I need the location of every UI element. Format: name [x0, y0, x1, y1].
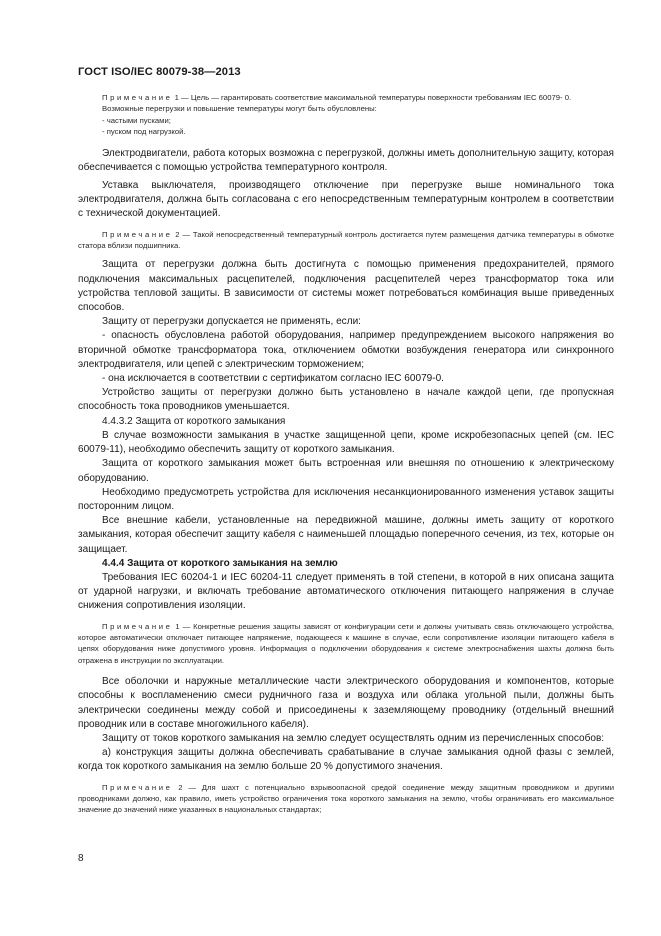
list-item: а) конструкция защиты должна обеспечивать срабатывание в случае замыкания одной фазы с землей, когда ток короткого замыкания на землю больше 20 % допустимого значения.: [78, 747, 614, 773]
list-item: - она исключается в соответствии с сертификатом согласно IEC 60079-0.: [102, 373, 444, 385]
note-3: [78, 621, 614, 667]
list-item: - опасность обусловлена работой оборудования, например предупреждением высокого напряжения во вторичной обмотке трансформатора тока, отключением обмотки возбуждения генератора или синхронного электродвигателя, или цепей с электрическим торможением;: [78, 330, 614, 370]
page-number: 8: [78, 853, 84, 864]
paragraph: Защита от короткого замыкания может быть встроенная или внешняя по отношению к электрическому оборудованию.: [78, 458, 614, 484]
note-text: 2 — Такой непосредственный температурный контроль достигается путем размещения датчика температуры в обмотке статора вблизи подшипника.: [78, 229, 614, 251]
note-text: 2 — Для шахт с потенциально взрывоопасной средой соединение между защитным проводником и другими проводниками должно, как правило, иметь устройство ограничения тока короткого замыкания на землю, чтобы ограничивать его максимальное значение до значений ниже указанных в национальных стандартах;: [78, 782, 614, 815]
paragraph: Защиту от токов короткого замыкания на землю следует осуществлять одним из перечисленных способов:: [102, 732, 605, 744]
page-content: [78, 92, 614, 816]
note-1-item: - пуском под нагрузкой.: [102, 127, 186, 137]
paragraph: Защиту от перегрузки допускается не применять, если:: [102, 316, 361, 328]
paragraph: Электродвигатели, работа которых возможна с перегрузкой, должны иметь дополнительную защиту, которая обеспечивается с помощью устройства температурного контроля.: [78, 147, 614, 173]
paragraph: Устройство защиты от перегрузки должно быть установлено в начале каждой цепи, где пропускная способность тока проводников уменьшается.: [78, 387, 614, 413]
note-1: [78, 92, 614, 103]
note-label: Примечание: [102, 782, 173, 792]
paragraph: Уставка выключателя, производящего отключение при перегрузке выше номинального тока электродвигателя, должна быть согласована с его непосредственным температурным контролем в соответствии с технической документацией.: [78, 180, 614, 220]
note-2: [78, 229, 614, 252]
section-heading: 4.4.4 Защита от короткого замыкания на землю: [102, 557, 338, 569]
note-label: Примечание: [102, 93, 173, 102]
paragraph: В случае возможности замыкания в участке защищенной цепи, кроме искробезопасных цепей (см. IEC 60079-11), необходимо обеспечить защиту от короткого замыкания.: [78, 429, 614, 456]
paragraph: Защита от перегрузки должна быть достигнута с помощью применения предохранителей, прямого подключения максимальных расцепителей, подключения расцепителей через трансформатор тока или устройства тепловой защиты. В зависимости от системы может потребоваться комбинация выше приведенных способов.: [78, 259, 614, 314]
note-label: Примечание: [102, 621, 173, 631]
subsection-heading: 4.4.3.2 Защита от короткого замыкания: [102, 415, 286, 427]
paragraph: Все внешние кабели, установленные на передвижной машине, должны иметь защиту от короткого замыкания, которая обеспечит защиту кабеля с наименьшей площадью поперечного сечения, из тех, которые он защищает.: [78, 515, 614, 555]
note-4: [78, 782, 614, 816]
paragraph: Требования IEC 60204-1 и IEC 60204-11 следует применять в той степени, в которой в них описана защита от ударной нагрузки, и включать требование автоматического отключения питающего напряжения в случае снижения сопротивления изоляции.: [78, 571, 614, 612]
paragraph: Необходимо предусмотреть устройства для исключения несанкционированного изменения уставок защиты посторонним лицом.: [78, 486, 614, 512]
note-label: Примечание: [102, 229, 173, 239]
note-1-item: - частыми пусками;: [102, 115, 171, 125]
note-1-line: Возможные перегрузки и повышение температуры могут быть обусловлены:: [102, 104, 377, 114]
note-text: 1 — Конкретные решения защиты зависят от конфигурации сети и должны учитывать связь отключающего устройства, которое автоматически отключает питающее напряжение, подающееся к машине в случае, если сопротивление изоляции питающего кабеля в цепях оборудования ниже допустимого уровня. Информация о подключении оборудования к системе электроснабжения шахты должна быть отражена в инструкции по эксплуатации.: [78, 621, 614, 665]
note-text: 1 — Цель — гарантировать соответствие максимальной температуры поверхности требованиям IEC 60079- 0.: [172, 93, 572, 102]
paragraph: Все оболочки и наружные металлические части электрического оборудования и компонентов, которые способны к воспламенению смеси рудничного газа и воздуха или облака угольной пыли, должны быть электрически соединены между собой и присоединены к заземляющему проводнику (отдельный внешний проводник или в составе многожильного кабеля).: [78, 676, 614, 730]
standard-header: ГОСТ ISO/IEC 80079-38—2013: [78, 66, 241, 78]
